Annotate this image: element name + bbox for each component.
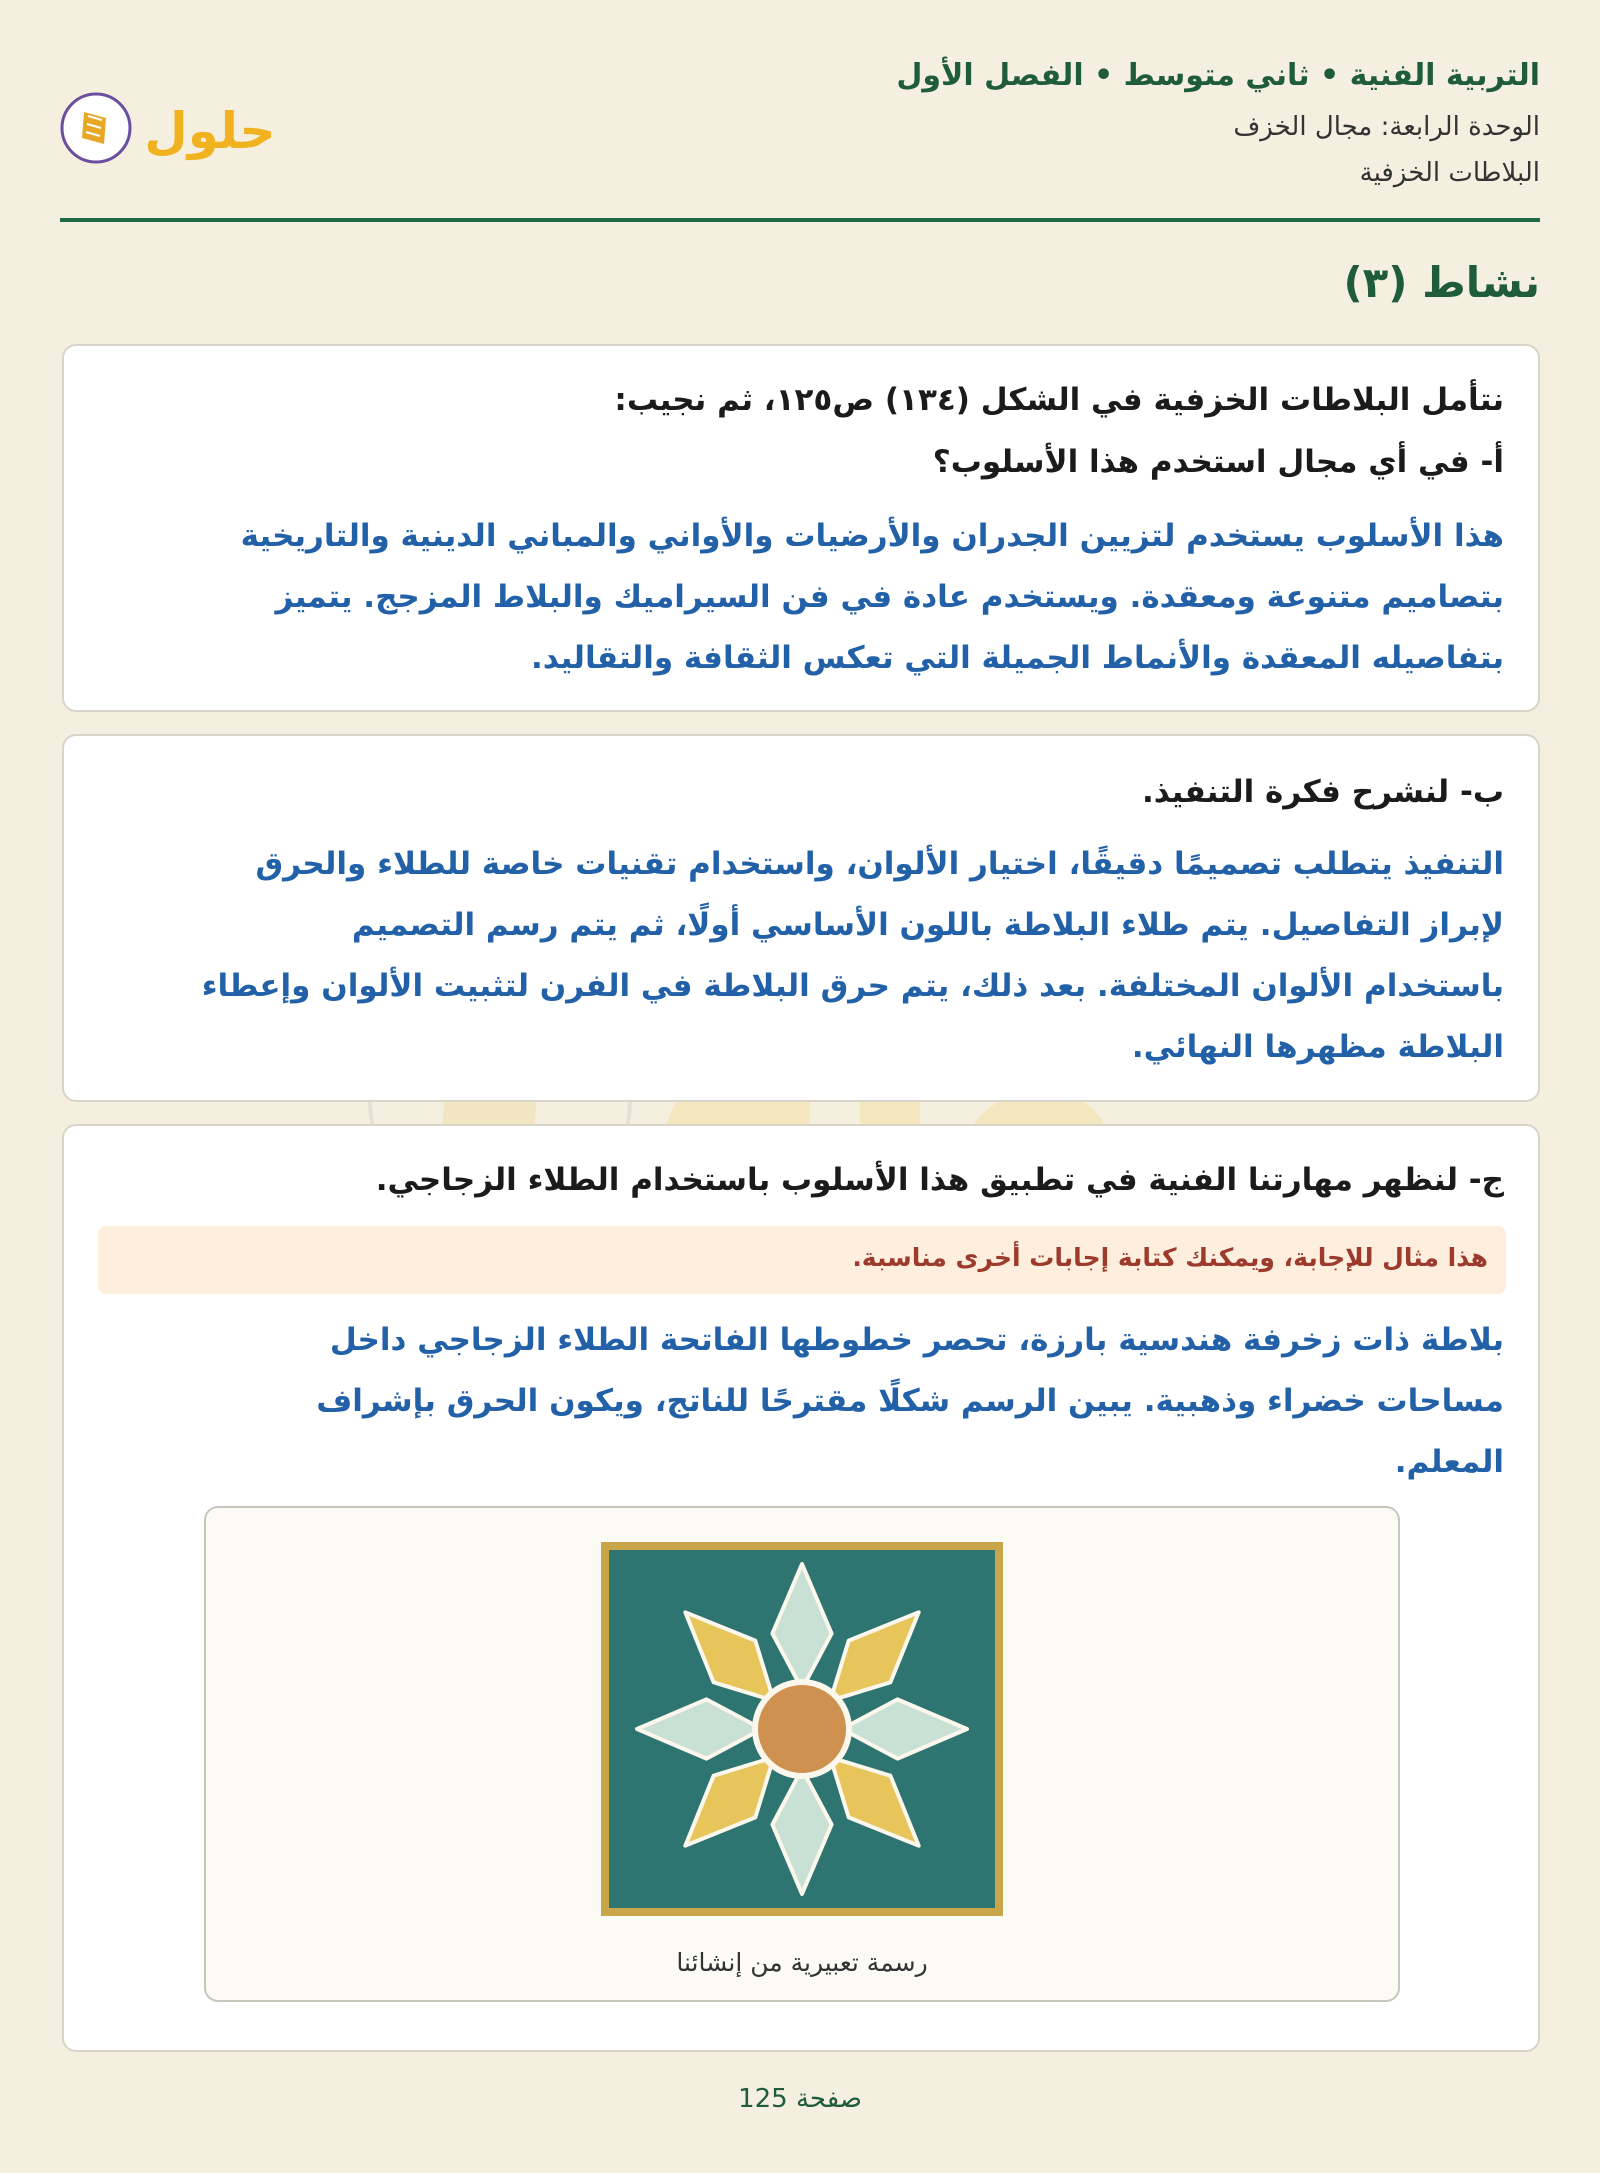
tile-center [758,1685,846,1773]
answer-note [98,1226,1506,1294]
section-b-card [62,734,1540,1102]
answer-note-text: هذا مثال للإجابة، ويمكنك كتابة إجابات أخرى مناسبة. [852,1243,1488,1272]
answer-line: البلاطة مظهرها النهائي. [1131,1029,1504,1065]
section-a-intro: نتأمل البلاطات الخزفية في الشكل (١٣٤) ص١٢٥، ثم نجيب: [614,382,1504,418]
course-title: التربية الفنية • ثاني متوسط • الفصل الأول [896,58,1540,93]
section-a-question: أ- في أي مجال استخدم هذا الأسلوب؟ [932,444,1504,480]
section-c-card [62,1124,1540,2052]
answer-line: بتفاصيله المعقدة والأنماط الجميلة التي تعكس الثقافة والتقاليد. [530,640,1504,676]
answer-line: لإبراز التفاصيل. يتم طلاء البلاطة باللون الأساسي أولًا، ثم يتم رسم التصميم [351,907,1504,943]
answer-line: التنفيذ يتطلب تصميمًا دقيقًا، اختيار الألوان، واستخدام تقنيات خاصة للطلاء والحرق [255,846,1504,882]
answer-line: المعلم. [1394,1444,1504,1480]
section-b-question: ب- لنشرح فكرة التنفيذ. [1142,774,1504,810]
header-divider [60,218,1540,222]
figure-caption: رسمة تعبيرية من إنشائنا [676,1948,928,1977]
tile-figure [204,1506,1400,2002]
unit-title: الوحدة الرابعة: مجال الخزف [1233,112,1540,142]
tile-illustration [597,1538,1007,1920]
page-header [60,52,1540,222]
section-c-answer [316,1310,1504,1493]
section-c-question: ج- لنظهر مهارتنا الفنية في تطبيق هذا الأسلوب باستخدام الطلاء الزجاجي. [375,1162,1504,1198]
activity-title: نشاط (٣) [1343,258,1540,307]
answer-line: باستخدام الألوان المختلفة. بعد ذلك، يتم حرق البلاطة في الفرن لتثبيت الألوان وإعطاء [201,968,1504,1004]
lesson-title: البلاطات الخزفية [1359,158,1540,188]
answer-line: هذا الأسلوب يستخدم لتزيين الجدران والأرضيات والأواني والمباني الدينية والتاريخية [240,518,1504,554]
section-a-card [62,344,1540,712]
hulul-logo[interactable] [60,82,290,172]
page-number: صفحة 125 [738,2084,862,2114]
logo-wordmark: حلول [144,102,276,160]
answer-line: مساحات خضراء وذهبية. يبين الرسم شكلًا مقترحًا للناتج، ويكون الحرق بإشراف [316,1383,1504,1419]
section-b-answer [202,834,1504,1078]
answer-line: بتصاميم متنوعة ومعقدة. ويستخدم عادة في فن السيراميك والبلاط المزجج. يتميز [275,579,1504,615]
section-a-answer [241,506,1504,689]
answer-line: بلاطة ذات زخرفة هندسية بارزة، تحصر خطوطها الفاتحة الطلاء الزجاجي داخل [329,1322,1504,1358]
